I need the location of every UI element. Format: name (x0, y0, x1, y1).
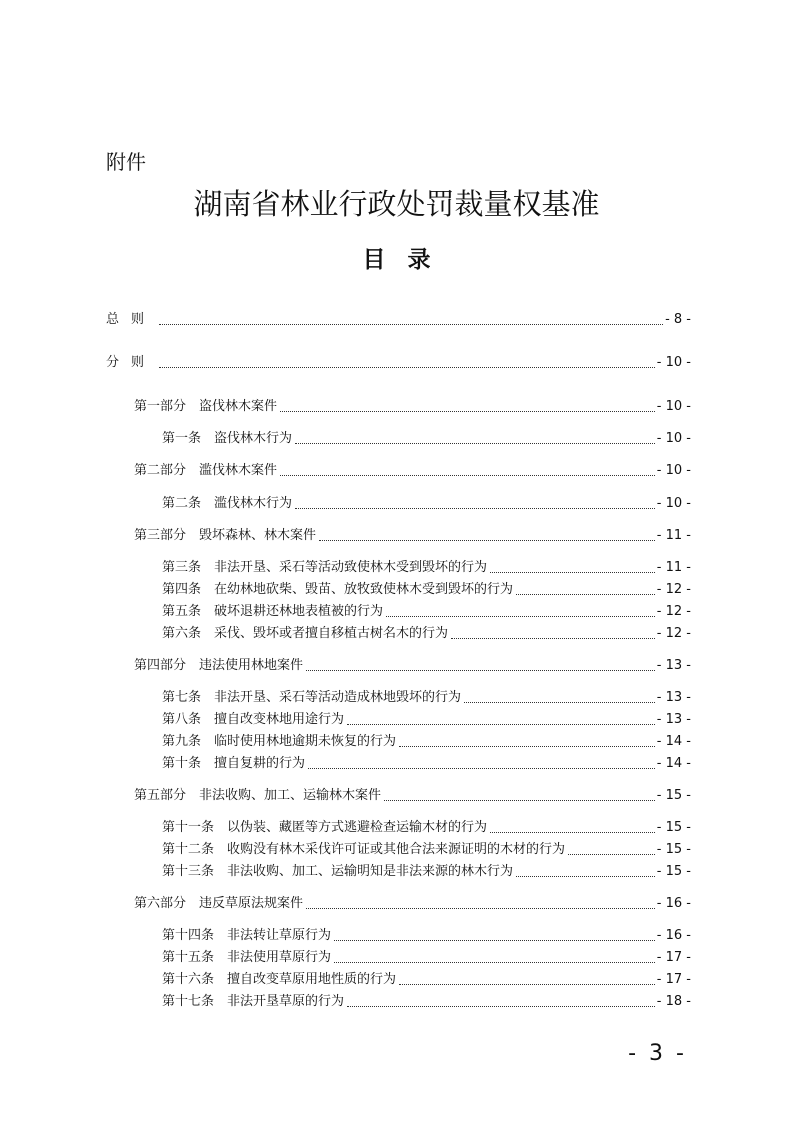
toc-entry-page: - 15 - (656, 864, 691, 879)
toc-entry-page: - 16 - (656, 928, 691, 943)
toc-entry-page: - 14 - (656, 734, 691, 749)
toc-entry-page: - 11 - (656, 560, 691, 575)
toc-entry-page: - 10 - (656, 399, 691, 414)
toc-entry-title: 第六条 采伐、毁坏或者擅自移植古树名木的行为 (162, 626, 449, 641)
toc-entry-title: 第十四条 非法转让草原行为 (162, 928, 332, 943)
document-title: 湖南省林业行政处罚裁量权基准 (193, 187, 600, 221)
toc-leader-dots (386, 616, 655, 617)
toc-entry-article-2[interactable] (162, 494, 691, 514)
toc-leader-dots (159, 324, 663, 325)
toc-entry-title: 第十五条 非法使用草原行为 (162, 950, 332, 965)
page-number: - 3 - (628, 1041, 687, 1066)
toc-leader-dots (334, 940, 655, 941)
toc-entry-page: - 10 - (656, 496, 691, 511)
toc-entry-article-5[interactable] (162, 602, 691, 622)
toc-leader-dots (334, 962, 655, 963)
toc-entry-general[interactable] (106, 310, 691, 330)
toc-entry-page: - 17 - (656, 950, 691, 965)
toc-leader-dots (306, 908, 655, 909)
toc-entry-page: - 15 - (656, 842, 691, 857)
toc-entry-title: 第十七条 非法开垦草原的行为 (162, 994, 345, 1009)
toc-entry-article-3[interactable] (162, 558, 691, 578)
attachment-label: 附件 (106, 150, 146, 174)
toc-entry-article-7[interactable] (162, 688, 691, 708)
toc-entry-page: - 14 - (656, 756, 691, 771)
toc-entry-part-4[interactable] (134, 656, 691, 676)
toc-entry-part-2[interactable] (134, 461, 691, 481)
toc-entry-page: - 13 - (656, 658, 691, 673)
toc-entry-part-6[interactable] (134, 894, 691, 914)
toc-entry-page: - 12 - (656, 626, 691, 641)
toc-entry-title: 第十三条 非法收购、加工、运输明知是非法来源的林木行为 (162, 864, 514, 879)
toc-entry-article-16[interactable] (162, 970, 691, 990)
toc-leader-dots (464, 702, 655, 703)
toc-entry-title: 第七条 非法开垦、采石等活动造成林地毁坏的行为 (162, 690, 462, 705)
toc-entry-page: - 15 - (656, 820, 691, 835)
toc-entry-page: - 13 - (656, 712, 691, 727)
toc-entry-title: 第十条 擅自复耕的行为 (162, 756, 306, 771)
toc-leader-dots (280, 475, 655, 476)
toc-entry-page: - 16 - (656, 896, 691, 911)
toc-entry-title: 总则 (106, 312, 157, 327)
toc-leader-dots (490, 572, 655, 573)
toc-entry-article-14[interactable] (162, 926, 691, 946)
toc-leader-dots (347, 724, 655, 725)
toc-entry-title: 第四条 在幼林地砍柴、毁苗、放牧致使林木受到毁坏的行为 (162, 582, 514, 597)
toc-entry-title: 第一条 盗伐林木行为 (162, 431, 293, 446)
toc-entry-article-10[interactable] (162, 754, 691, 774)
toc-entry-title: 第五部分 非法收购、加工、运输林木案件 (134, 788, 382, 803)
toc-entry-specific[interactable] (106, 353, 691, 373)
toc-entry-article-17[interactable] (162, 992, 691, 1012)
toc-entry-article-8[interactable] (162, 710, 691, 730)
toc-entry-title: 第十一条 以伪装、藏匿等方式逃避检查运输木材的行为 (162, 820, 488, 835)
toc-entry-title: 第一部分 盗伐林木案件 (134, 399, 278, 414)
toc-leader-dots (306, 670, 655, 671)
toc-entry-page: - 12 - (656, 582, 691, 597)
toc-entry-title: 第六部分 违反草原法规案件 (134, 896, 304, 911)
toc-entry-page: - 18 - (656, 994, 691, 1009)
toc-entry-page: - 11 - (656, 528, 691, 543)
toc-leader-dots (568, 854, 655, 855)
toc-entry-part-1[interactable] (134, 397, 691, 417)
toc-entry-article-12[interactable] (162, 840, 691, 860)
toc-entry-title: 第十六条 擅自改变草原用地性质的行为 (162, 972, 397, 987)
toc-leader-dots (516, 876, 655, 877)
toc-leader-dots (319, 540, 655, 541)
toc-entry-article-1[interactable] (162, 429, 691, 449)
toc-entry-title: 分则 (106, 355, 157, 370)
toc-entry-page: - 15 - (656, 788, 691, 803)
toc-leader-dots (490, 832, 655, 833)
toc-entry-page: - 10 - (656, 431, 691, 446)
toc-entry-part-5[interactable] (134, 786, 691, 806)
toc-leader-dots (516, 594, 655, 595)
toc-entry-part-3[interactable] (134, 526, 691, 546)
toc-leader-dots (399, 984, 655, 985)
toc-entry-page: - 10 - (656, 463, 691, 478)
toc-leader-dots (280, 411, 655, 412)
toc-leader-dots (347, 1006, 655, 1007)
toc-entry-title: 第九条 临时使用林地逾期未恢复的行为 (162, 734, 397, 749)
toc-entry-page: - 17 - (656, 972, 691, 987)
toc-leader-dots (295, 508, 655, 509)
toc-entry-page: - 12 - (656, 604, 691, 619)
toc-entry-article-11[interactable] (162, 818, 691, 838)
toc-entry-title: 第八条 擅自改变林地用途行为 (162, 712, 345, 727)
toc-leader-dots (159, 367, 655, 368)
toc-entry-title: 第四部分 违法使用林地案件 (134, 658, 304, 673)
toc-leader-dots (295, 443, 655, 444)
toc-entry-article-4[interactable] (162, 580, 691, 600)
toc-entry-page: - 8 - (665, 312, 691, 327)
toc-entry-title: 第三条 非法开垦、采石等活动致使林木受到毁坏的行为 (162, 560, 488, 575)
toc-heading: 目录 (362, 247, 453, 273)
toc-leader-dots (451, 638, 655, 639)
toc-entry-title: 第五条 破坏退耕还林地表植被的行为 (162, 604, 384, 619)
toc-leader-dots (384, 800, 655, 801)
toc-entry-article-6[interactable] (162, 624, 691, 644)
toc-entry-title: 第十二条 收购没有林木采伐许可证或其他合法来源证明的木材的行为 (162, 842, 566, 857)
toc-entry-title: 第二部分 滥伐林木案件 (134, 463, 278, 478)
toc-entry-title: 第三部分 毁坏森林、林木案件 (134, 528, 317, 543)
toc-leader-dots (399, 746, 655, 747)
toc-entry-page: - 13 - (656, 690, 691, 705)
toc-entry-article-15[interactable] (162, 948, 691, 968)
toc-entry-title: 第二条 滥伐林木行为 (162, 496, 293, 511)
toc-leader-dots (308, 768, 655, 769)
toc-entry-page: - 10 - (656, 355, 691, 370)
toc-entry-article-13[interactable] (162, 862, 691, 882)
toc-entry-article-9[interactable] (162, 732, 691, 752)
